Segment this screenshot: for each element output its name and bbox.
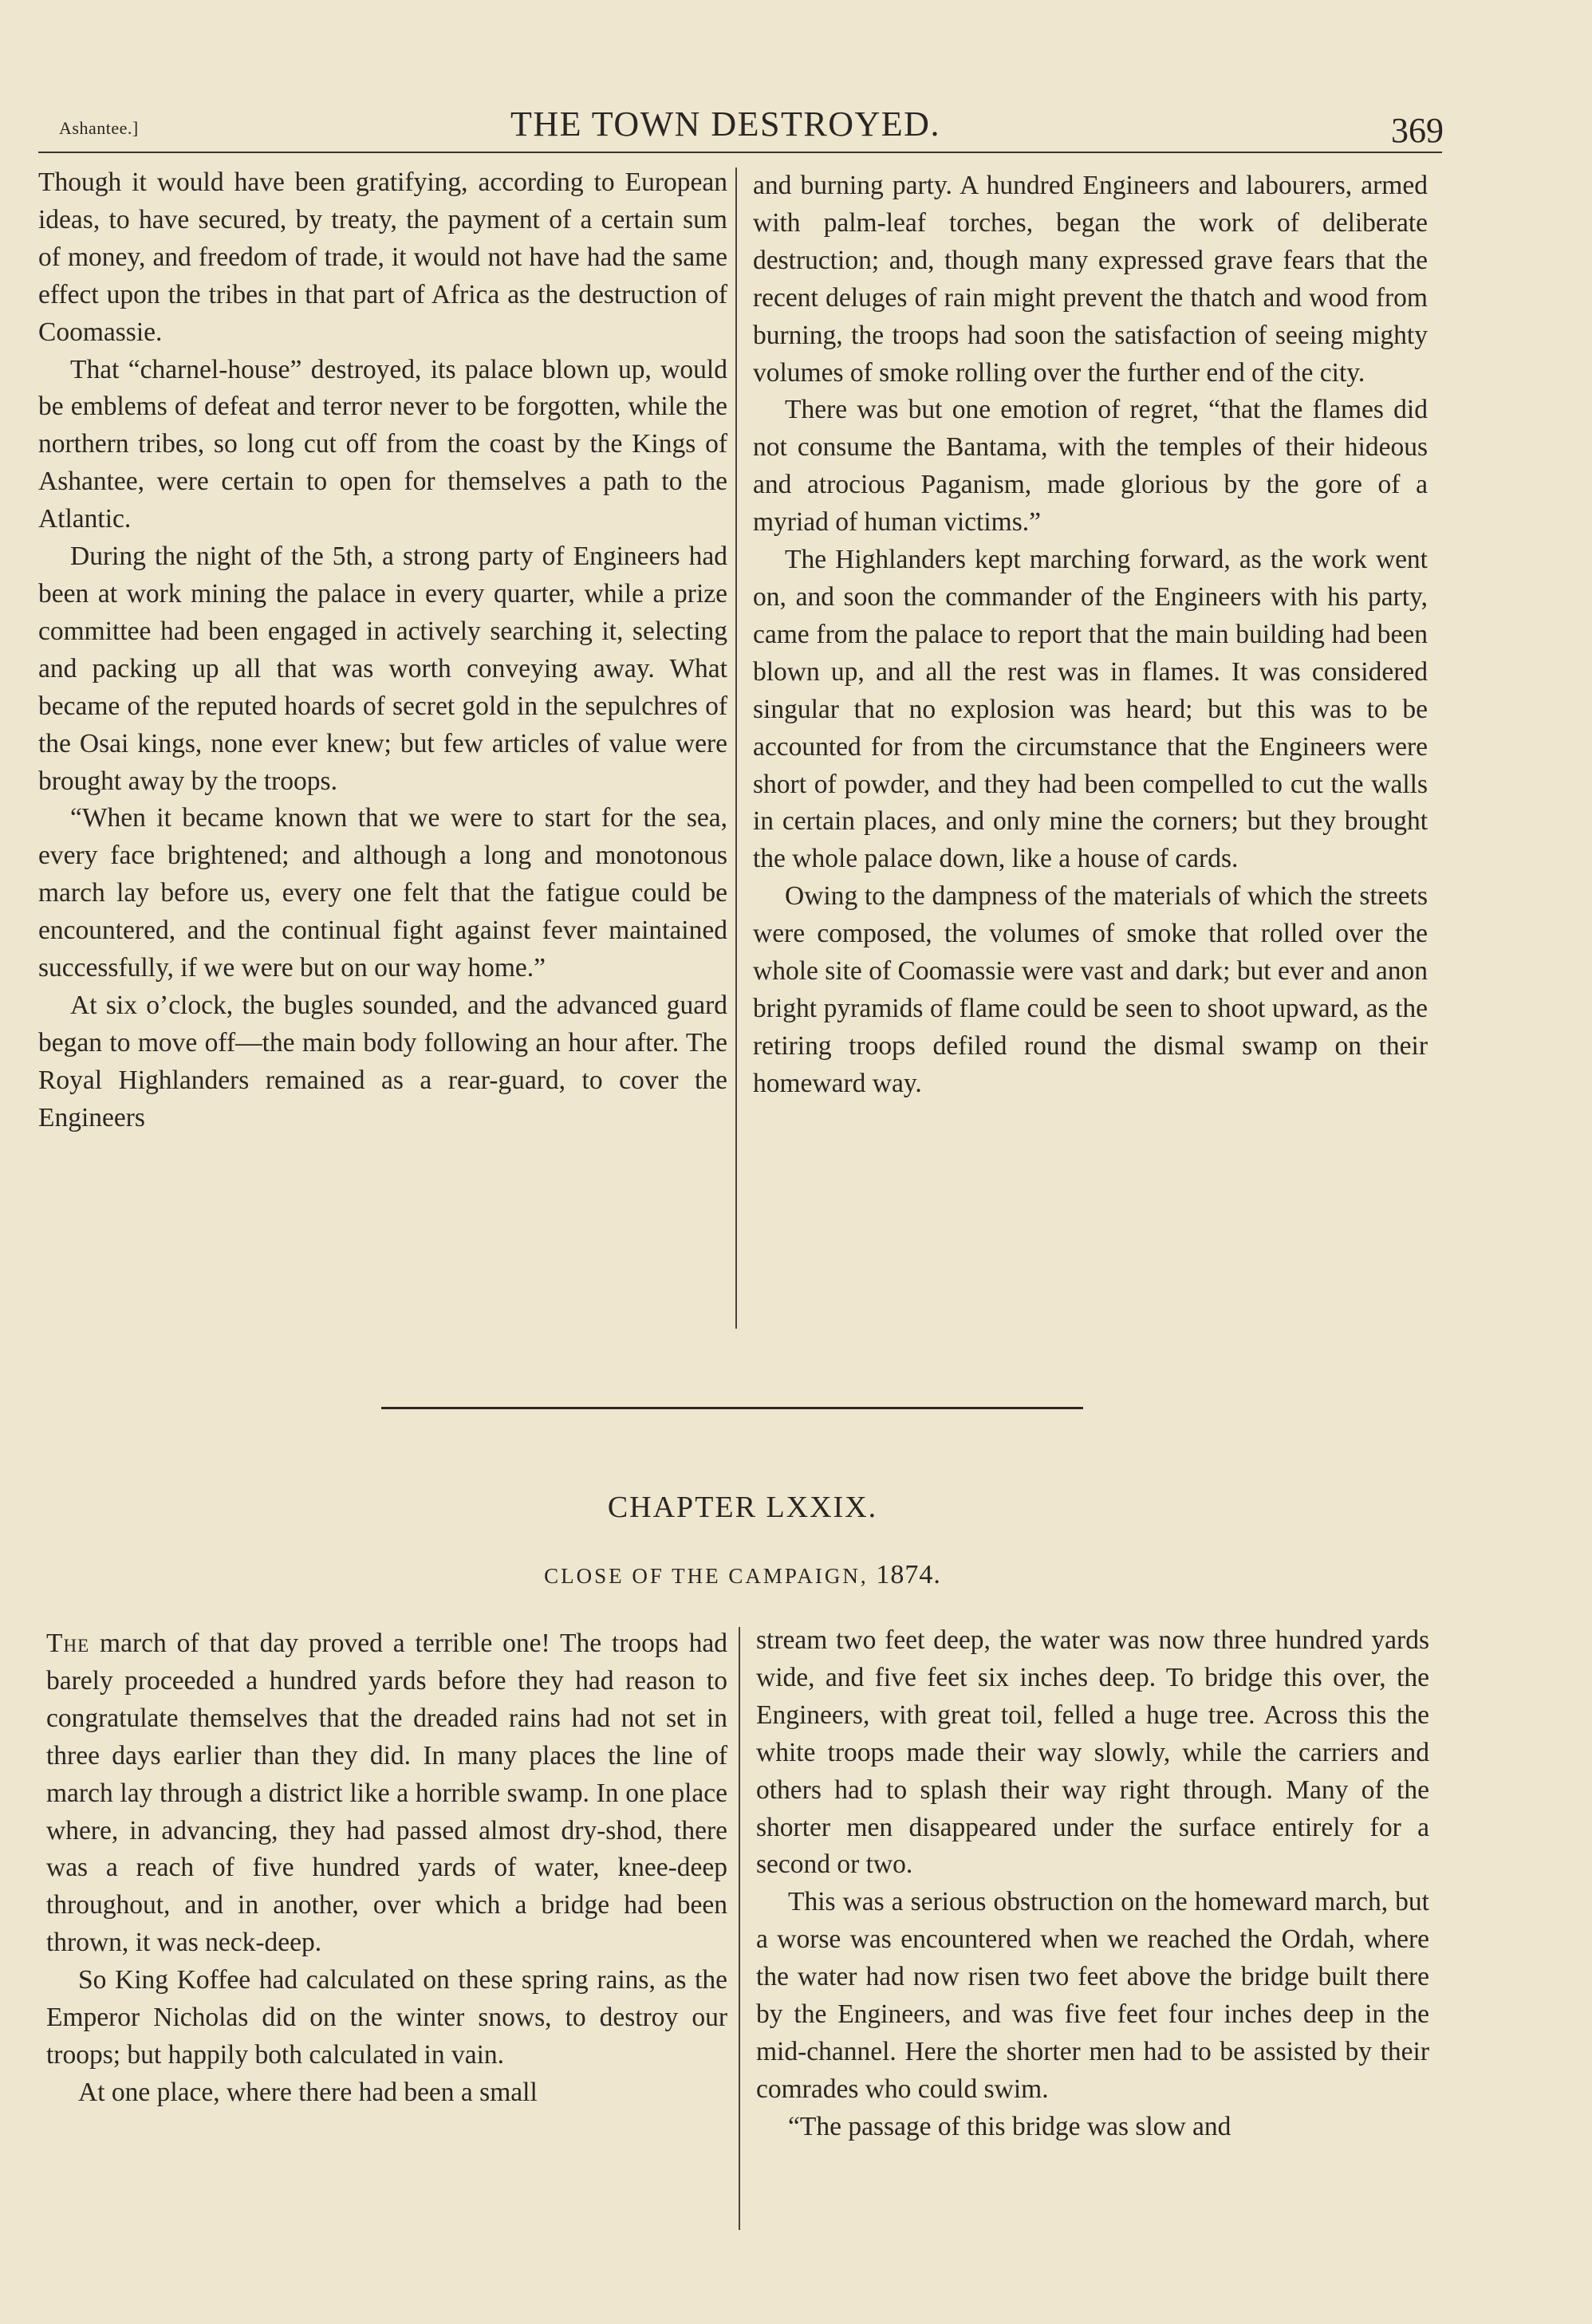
running-head: [40, 94, 1444, 158]
lead-word: The: [46, 1629, 90, 1658]
paragraph: At six o’clock, the bugles sounded, and the advanced guard began to move off—the main body following an hour after. The Royal Highlanders remained as a rear-guard, to cover the Engineers: [38, 990, 727, 1132]
top-right-column: [753, 167, 1428, 1103]
paragraph: That “charnel-house” destroyed, its palace blown up, would be emblems of defeat and terror never to be forgotten, while the northern tribes, so long cut off from the coast by the Kings of Ashantee, were certain to open for themselves a path to the Atlantic.: [38, 354, 727, 534]
header-rule: [38, 152, 1442, 153]
paragraph: “When it became known that we were to start for the sea, every face brightened; and although a long and monotonous march lay before us, every one felt that the fatigue could be encountered, and the continual fight against fever maintained successfully, if we were but on our way home.”: [38, 803, 727, 983]
section-label: Ashantee.]: [59, 118, 139, 138]
paragraph: “The passage of this bridge was slow and: [788, 2111, 1231, 2141]
paragraph: This was a serious obstruction on the homeward march, but a worse was encountered when we reached the Ordah, where the water had now risen two feet above the bridge built there by the Engineers, and was five feet four inches deep in the mid-channel. Here the shorter men had to be assisted by their comrades who could swim.: [756, 1887, 1429, 2104]
paragraph-text: march of that day proved a terrible one! The troops had barely proceeded a hundred yards before they had reason to congratulate themselves that the dreaded rains had not set in three days earlier than they did. In many places the line of march lay through a district like a horrible swamp. In one place where, in advancing, they had passed almost dry-shod, there was a reach of five hundred yards of water, knee-deep throughout, and in another, over which a bridge had been thrown, it was neck-deep.: [46, 1629, 727, 1958]
chapter-year: 1874.: [876, 1560, 941, 1589]
bottom-left-column: [46, 1625, 727, 2112]
top-left-column: [38, 164, 727, 1137]
paragraph: and burning party. A hundred Engineers and labourers, armed with palm-leaf torches, began the work of deliberate destruction; and, though many expressed grave fears that the recent deluges of rain might prevent the thatch and wood from burning, the troops had soon the satisfaction of seeing mighty volumes of smoke rolling over the further end of the city.: [753, 171, 1428, 388]
chapter-subtitle: [0, 1560, 1485, 1590]
section-divider-rule: [381, 1407, 1083, 1409]
paragraph: There was but one emotion of regret, “that the flames did not consume the Bantama, with the temples of their hideous and atrocious Paganism, made glorious by the gore of a myriad of human victims.”: [753, 395, 1428, 538]
column-divider: [735, 167, 737, 1329]
paragraph: [46, 1625, 727, 1962]
bottom-right-column: [756, 1622, 1429, 2146]
paragraph: Though it would have been gratifying, according to European ideas, to have secured, by treaty, the payment of a certain sum of money, and freedom of trade, it would not have had the same effect upon the tribes in that part of Africa as the destruction of Coomassie.: [38, 167, 727, 347]
page-number: 369: [1391, 111, 1444, 150]
page-title: THE TOWN DESTROYED.: [510, 104, 940, 144]
paragraph: During the night of the 5th, a strong party of Engineers had been at work mining the palace in every quarter, while a prize committee had been engaged in actively searching it, selecting and packing up all that was worth conveying away. What became of the reputed hoards of secret gold in the sepulchres of the Osai kings, none ever knew; but few articles of value were brought away by the troops.: [38, 542, 727, 796]
paragraph: Owing to the dampness of the materials of which the streets were composed, the volumes of smoke that rolled over the whole site of Coomassie were vast and dark; but ever and anon bright pyramids of flame could be seen to shoot upward, as the retiring troops defiled round the dismal swamp on their homeward way.: [753, 881, 1428, 1098]
chapter-heading: CHAPTER LXXIX.: [607, 1491, 878, 1524]
paragraph: So King Koffee had calculated on these spring rains, as the Emperor Nicholas did on the winter snows, to destroy our troops; but happily both calculated in vain.: [46, 1965, 727, 2070]
column-divider: [739, 1627, 740, 2230]
paragraph: The Highlanders kept marching forward, as the work went on, and soon the commander of the Engineers with his party, came from the palace to report that the main building had been blown up, and all the rest was in flames. It was considered singular that no explosion was heard; but this was to be accounted for from the circumstance that the Engineers were short of powder, and they had been compelled to cut the walls in certain places, and only mine the corners; but they brought the whole palace down, like a house of cards.: [753, 545, 1428, 874]
paragraph: At one place, where there had been a small: [78, 2077, 538, 2107]
paragraph: stream two feet deep, the water was now three hundred yards wide, and five feet six inches deep. To bridge this over, the Engineers, with great toil, felled a huge tree. Across this the white troops made their way slowly, while the carriers and others had to splash their way right through. Many of the shorter men disappeared under the surface entirely for a second or two.: [756, 1625, 1429, 1880]
chapter-subtitle-text: CLOSE OF THE CAMPAIGN,: [544, 1564, 869, 1588]
